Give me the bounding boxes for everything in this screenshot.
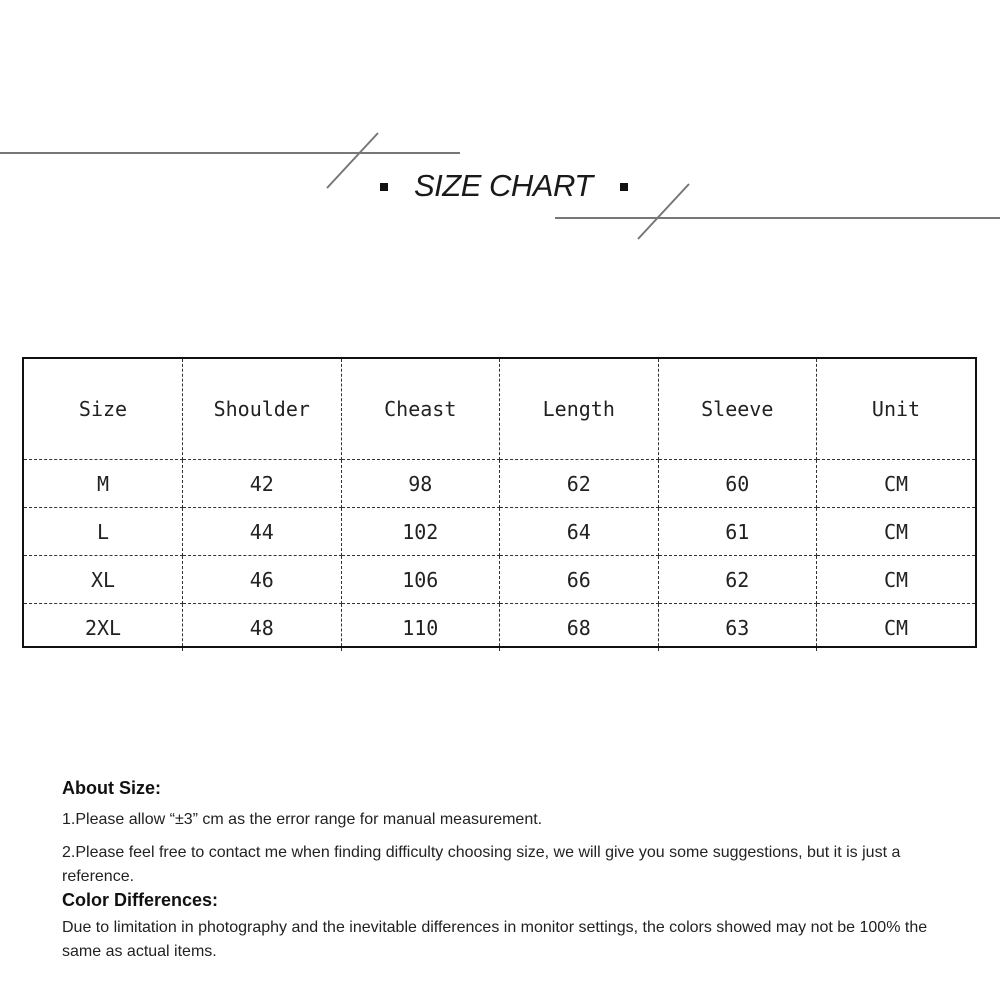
cell-sleeve: 62	[658, 556, 817, 604]
cell-size: L	[24, 508, 183, 556]
cell-unit: CM	[817, 508, 976, 556]
title-bullet-left	[380, 183, 388, 191]
cell-sleeve: 60	[658, 460, 817, 508]
cell-size: M	[24, 460, 183, 508]
header-length: Length	[500, 359, 659, 460]
table-header-row	[24, 359, 975, 460]
page-title: SIZE CHART	[414, 168, 593, 203]
cell-chest: 106	[341, 556, 500, 604]
color-differences-text: Due to limitation in photography and the inevitable differences in monitor settings, the colors showed may not be 100% the same as actual items.	[62, 919, 928, 960]
cell-length: 62	[500, 460, 659, 508]
cell-chest: 110	[341, 604, 500, 652]
cell-shoulder: 44	[183, 508, 342, 556]
color-differences-heading: Color Differences:	[62, 890, 219, 910]
header-sleeve: Sleeve	[658, 359, 817, 460]
table-row	[24, 460, 975, 508]
cell-sleeve: 63	[658, 604, 817, 652]
header-chest: Cheast	[341, 359, 500, 460]
header-size: Size	[24, 359, 183, 460]
cell-unit: CM	[817, 556, 976, 604]
about-size-heading: About Size:	[62, 778, 161, 798]
cell-shoulder: 48	[183, 604, 342, 652]
size-table	[22, 357, 977, 648]
cell-chest: 98	[341, 460, 500, 508]
cell-length: 64	[500, 508, 659, 556]
about-size-note-2: 2.Please feel free to contact me when finding difficulty choosing size, we will give you some suggestions, but it is just a reference.	[62, 844, 901, 885]
table-row	[24, 604, 975, 652]
header-shoulder: Shoulder	[183, 359, 342, 460]
table-row	[24, 556, 975, 604]
cell-shoulder: 42	[183, 460, 342, 508]
cell-length: 68	[500, 604, 659, 652]
about-size-note-1: 1.Please allow “±3” cm as the error range for manual measurement.	[62, 811, 543, 828]
title-decoration	[0, 0, 1000, 300]
cell-size: XL	[24, 556, 183, 604]
title-bullet-right	[620, 183, 628, 191]
cell-shoulder: 46	[183, 556, 342, 604]
cell-chest: 102	[341, 508, 500, 556]
header-unit: Unit	[817, 359, 976, 460]
cell-sleeve: 61	[658, 508, 817, 556]
cell-length: 66	[500, 556, 659, 604]
cell-unit: CM	[817, 460, 976, 508]
table-row	[24, 508, 975, 556]
cell-unit: CM	[883, 615, 909, 640]
cell-size: 2XL	[24, 604, 183, 652]
title-row	[0, 168, 1000, 208]
